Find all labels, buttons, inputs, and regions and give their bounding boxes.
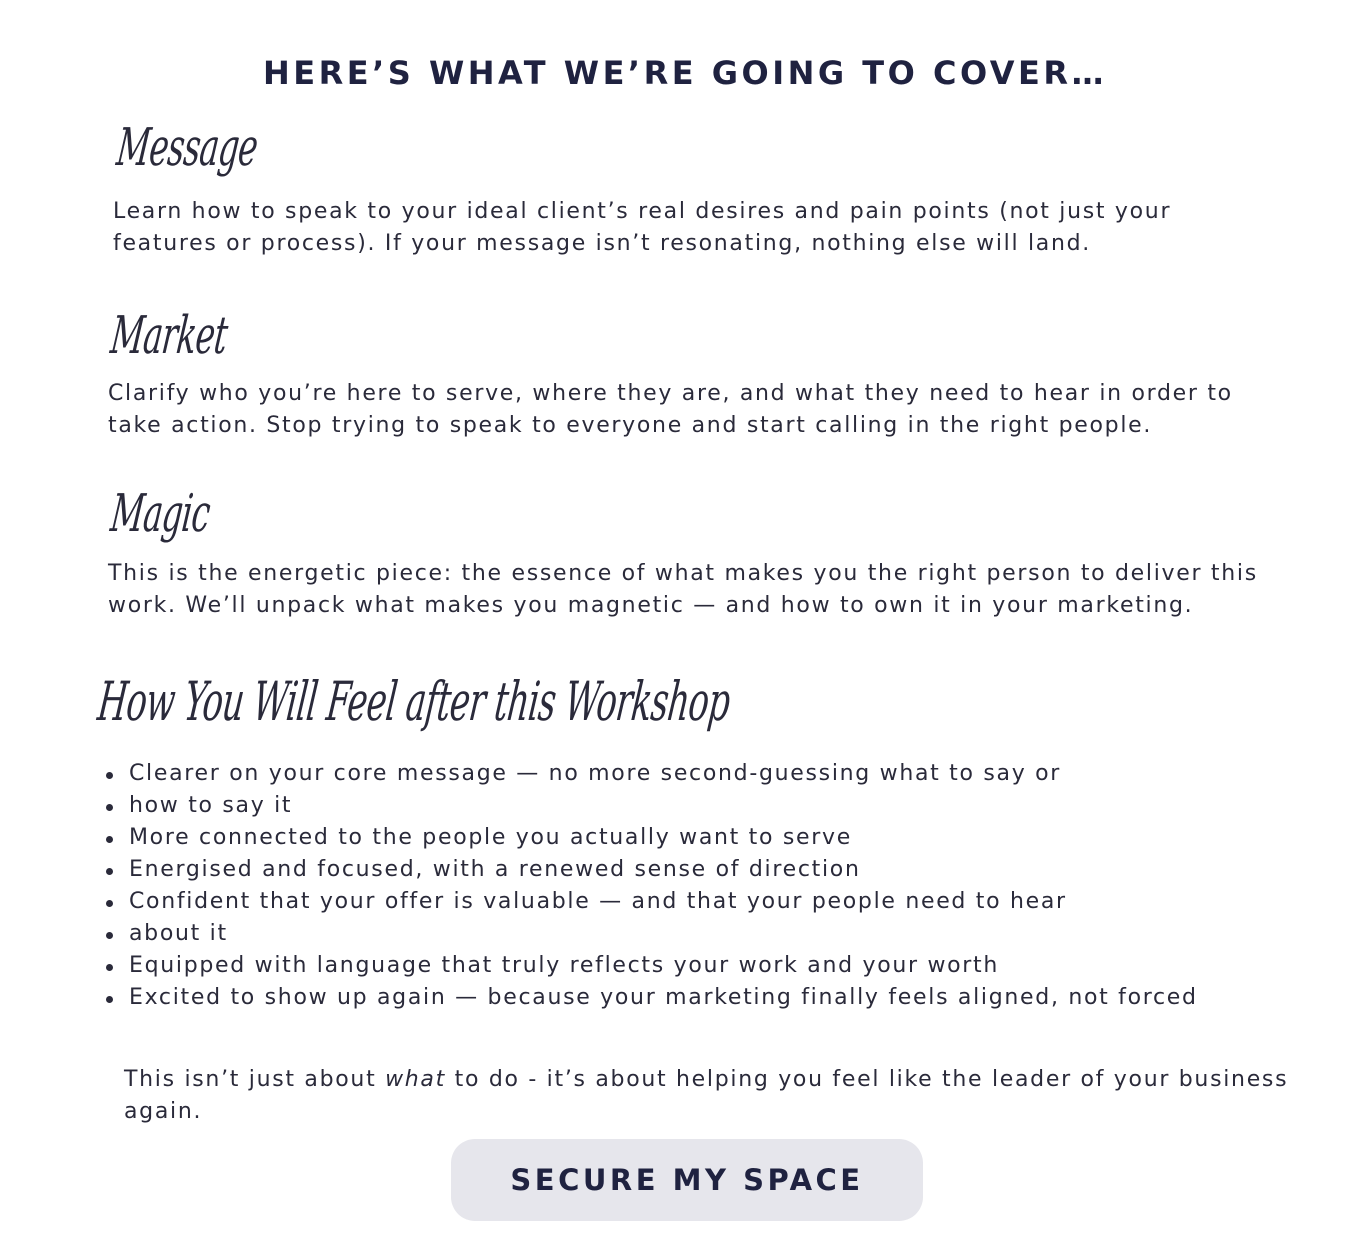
section-title-message: Message <box>114 118 261 178</box>
feelings-list <box>103 758 1303 1014</box>
section-body-magic: This is the energetic piece: the essence of what makes you the right person to deliver this work. We’ll unpack what makes you magnetic — and how to own it in your marketing. <box>108 561 1258 618</box>
section-body-message: Learn how to speak to your ideal client’s real desires and pain points (not just your features or process). If your message isn’t resonating, nothing else will land. <box>113 199 1172 256</box>
feel-section-title: How You Will Feel after this Workshop <box>95 670 733 733</box>
closing-text-start: This isn’t just about <box>124 1067 386 1092</box>
list-item: Energised and focused, with a renewed sense of direction <box>103 854 1303 886</box>
list-item: Excited to show up again — because your marketing finally feels aligned, not forced <box>103 982 1303 1014</box>
list-item: More connected to the people you actually want to serve <box>103 822 1303 854</box>
closing-emphasis: what <box>385 1067 446 1092</box>
secure-my-space-button[interactable]: SECURE MY SPACE <box>451 1139 923 1221</box>
page-heading: HERE’S WHAT WE’RE GOING TO COVER… <box>262 54 1108 92</box>
list-item: Clearer on your core message — no more second-guessing what to say or <box>103 758 1303 790</box>
list-item: about it <box>103 918 1303 950</box>
section-title-market: Market <box>108 306 231 366</box>
section-title-magic: Magic <box>108 484 213 544</box>
section-body-market: Clarify who you’re here to serve, where they are, and what they need to hear in order to take action. Stop trying to speak to everyone and start calling in the right people. <box>108 381 1233 438</box>
closing-statement <box>124 1064 1334 1128</box>
closing-text-end: to do - it’s about helping you feel like the leader of your business again. <box>124 1067 1289 1124</box>
list-item: Confident that your offer is valuable — and that your people need to hear <box>103 886 1303 918</box>
list-item: Equipped with language that truly reflects your work and your worth <box>103 950 1303 982</box>
list-item: how to say it <box>103 790 1303 822</box>
